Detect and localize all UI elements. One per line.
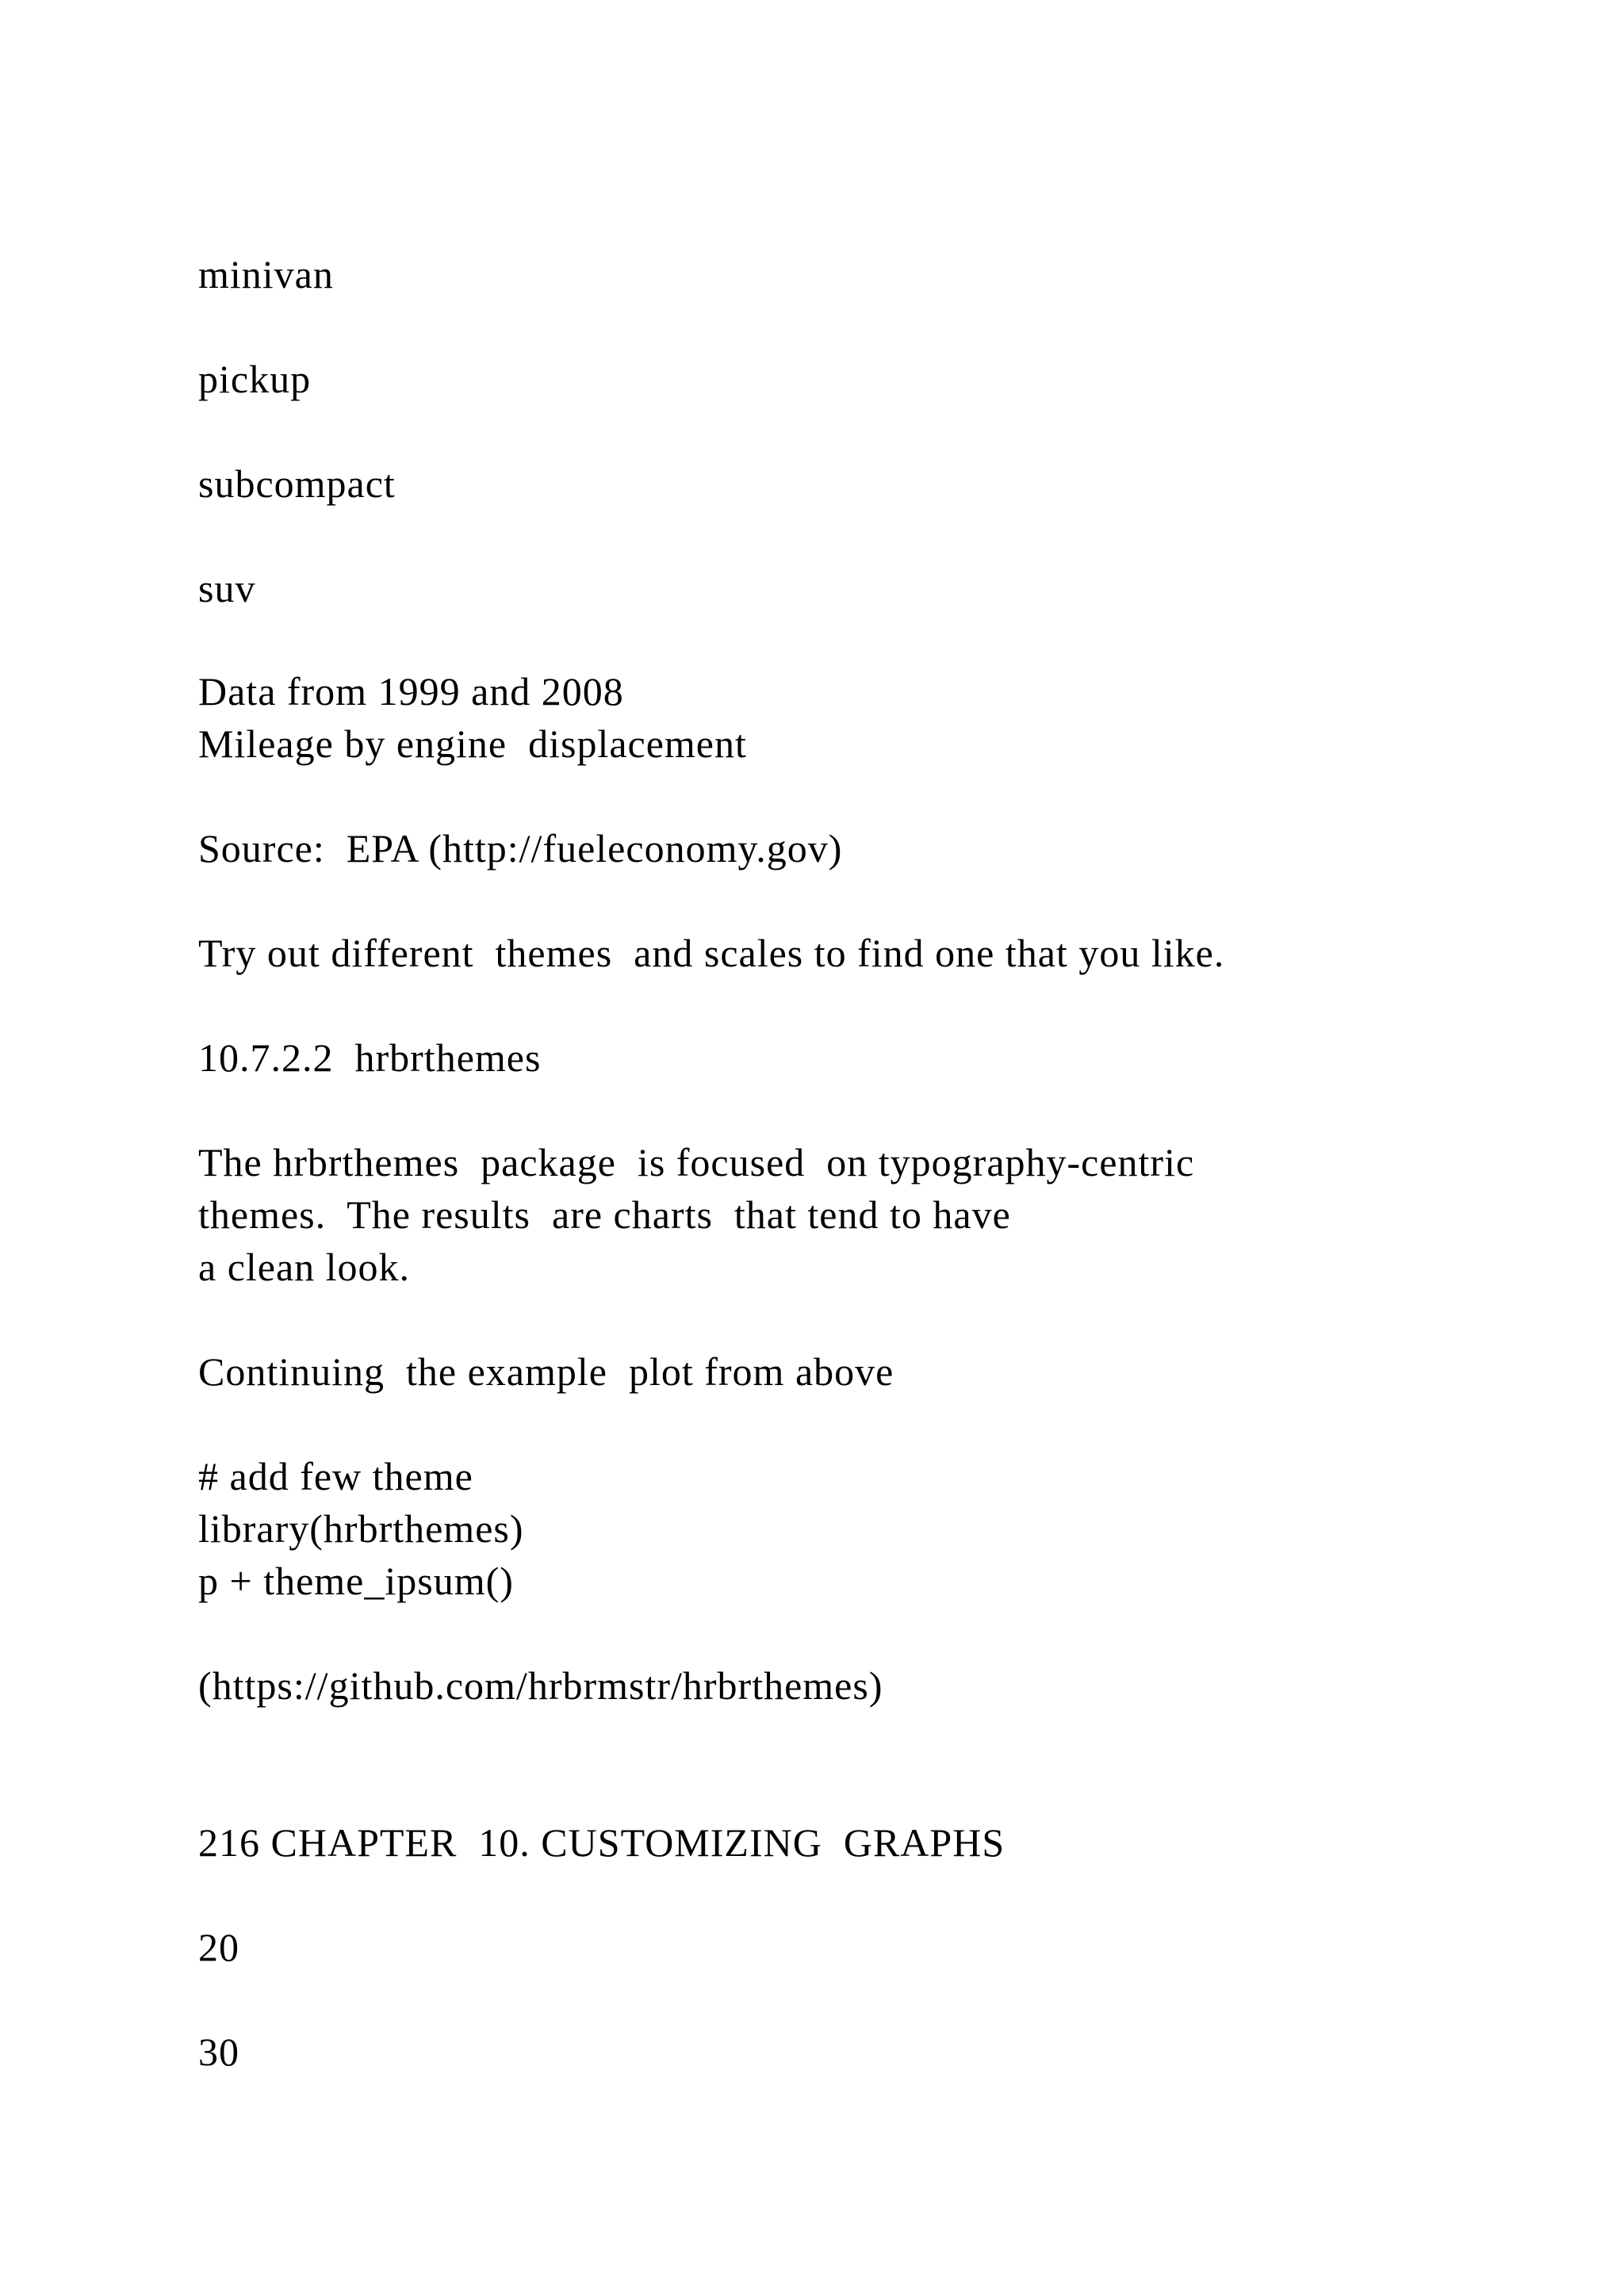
running-header: 216 CHAPTER 10. CUSTOMIZING GRAPHS xyxy=(198,1820,1005,1865)
code-line: library(hrbrthemes) xyxy=(198,1506,524,1551)
axis-tick-label: 30 xyxy=(198,2030,239,2074)
plot-title: Mileage by engine displacement xyxy=(198,721,747,766)
paragraph-intro-line: themes. The results are charts that tend to have xyxy=(198,1192,1011,1237)
paragraph-intro-line: a clean look. xyxy=(198,1245,411,1289)
paragraph-themes: Try out different themes and scales to find one that you like. xyxy=(198,931,1225,975)
code-line: p + theme_ipsum() xyxy=(198,1559,514,1603)
code-line: # add few theme xyxy=(198,1454,473,1498)
paragraph-continuing: Continuing the example plot from above xyxy=(198,1349,894,1394)
plot-caption: Source: EPA (http://fueleconomy.gov) xyxy=(198,826,843,871)
plot-subtitle: Data from 1999 and 2008 xyxy=(198,669,624,714)
legend-item-suv: suv xyxy=(198,566,256,610)
legend-item-minivan: minivan xyxy=(198,252,334,297)
axis-tick-label: 20 xyxy=(198,1925,239,1969)
legend-item-subcompact: subcompact xyxy=(198,461,396,506)
section-heading: 10.7.2.2 hrbrthemes xyxy=(198,1035,542,1080)
legend-item-pickup: pickup xyxy=(198,357,312,401)
repository-link[interactable]: (https://github.com/hrbrmstr/hrbrthemes) xyxy=(198,1663,883,1708)
paragraph-intro-line: The hrbrthemes package is focused on typography-centric xyxy=(198,1140,1195,1184)
